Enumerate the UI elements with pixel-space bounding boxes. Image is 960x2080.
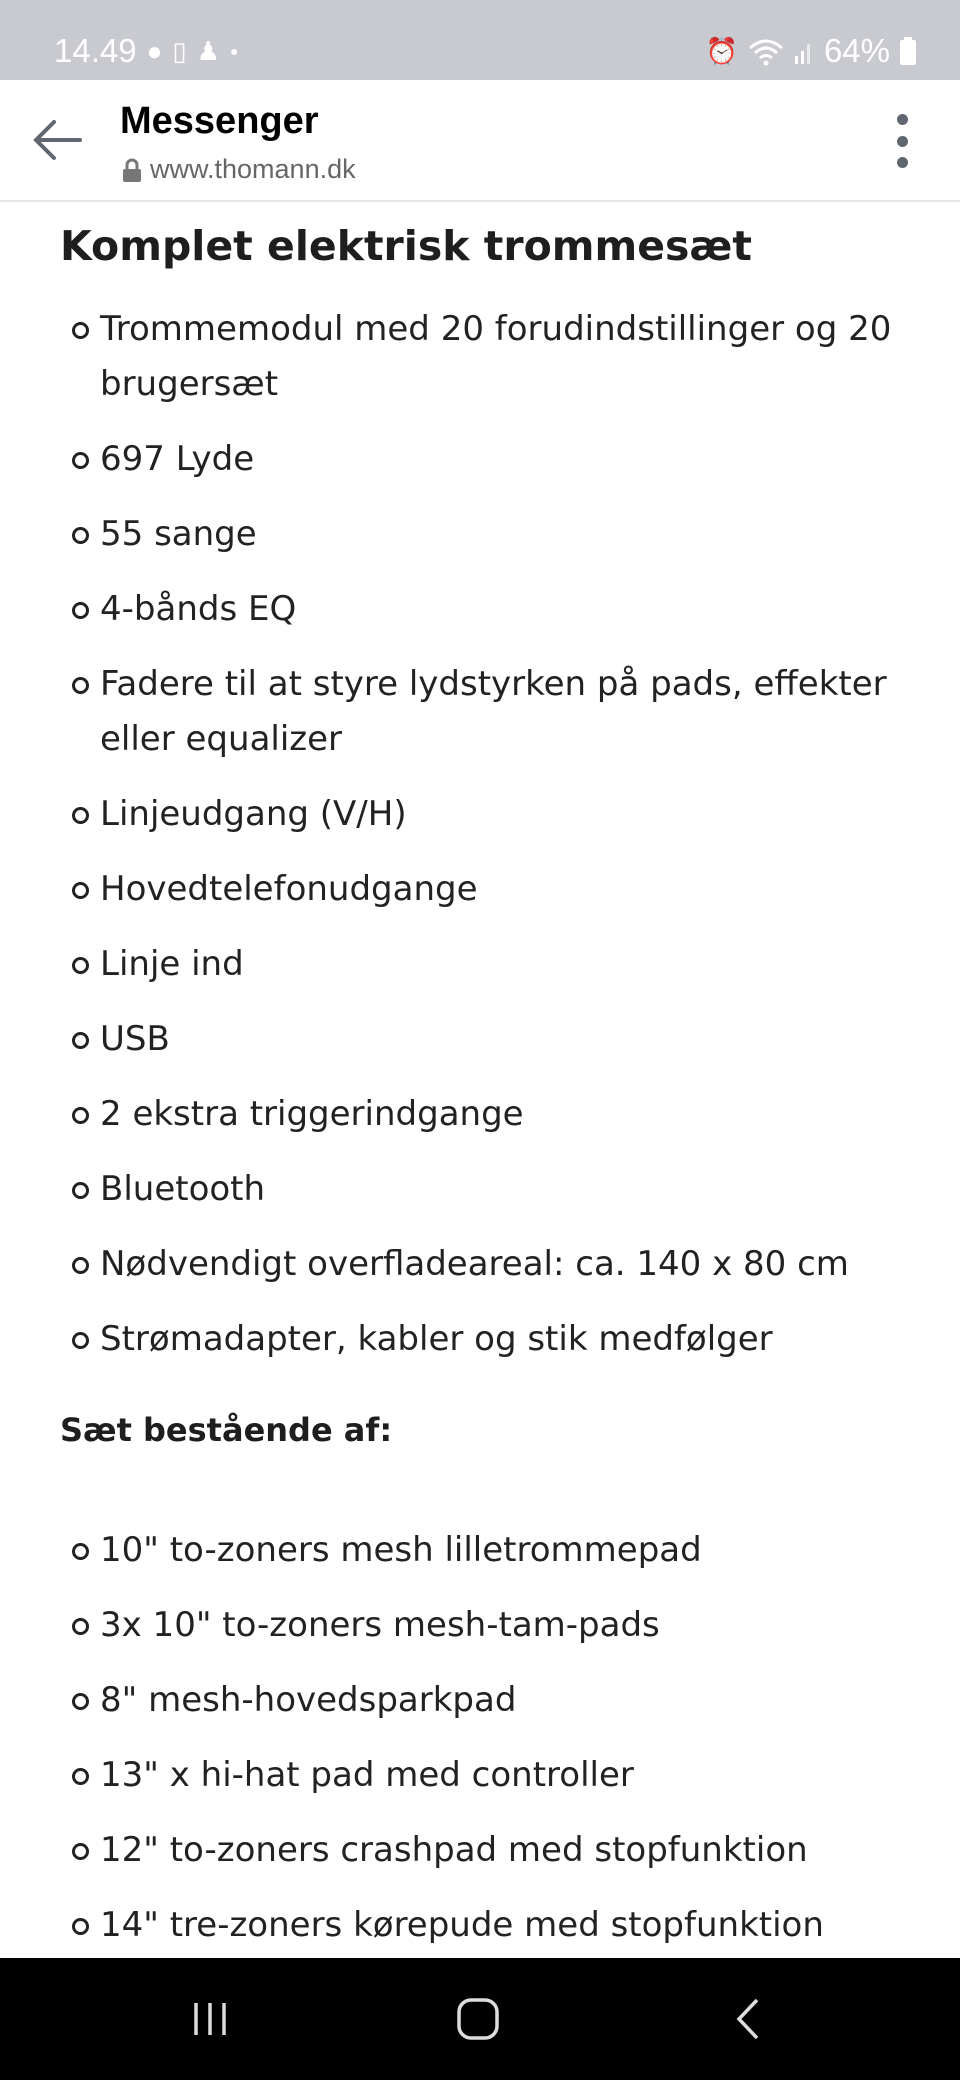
back-icon [733, 1997, 763, 2041]
feature-item: Nødvendigt overfladeareal: ca. 140 x 80 cm [60, 1237, 900, 1292]
recent-apps-button[interactable] [150, 1958, 270, 2080]
feature-item: Strømadapter, kabler og stik medfølger [60, 1312, 900, 1367]
feature-item: USB [60, 1012, 900, 1067]
set-item: 10" to-zoners mesh lilletrommepad [60, 1523, 900, 1578]
set-item: 12" to-zoners crashpad med stopfunktion [60, 1823, 900, 1878]
notes-icon: ▯ [172, 36, 187, 66]
set-item: 14" tre-zoners kørepude med stopfunktion [60, 1898, 900, 1953]
alarm-icon: ⏰ [705, 36, 738, 66]
battery-icon [900, 37, 916, 65]
feature-item: Trommemodul med 20 forudindstillinger og 20 brugersæt [60, 302, 900, 412]
page-content [0, 202, 960, 1958]
feature-item: Hovedtelefonudgange [60, 862, 900, 917]
messenger-icon: ● [146, 36, 163, 66]
clock: 14.49 [54, 32, 137, 69]
feature-item: 697 Lyde [60, 432, 900, 487]
set-item: 3x 10" to-zoners mesh-tam-pads [60, 1598, 900, 1653]
back-arrow-icon[interactable] [30, 110, 90, 170]
status-bar [0, 0, 960, 80]
home-button[interactable] [418, 1958, 538, 2080]
page-title: Messenger [120, 100, 319, 142]
feature-item: 4-bånds EQ [60, 582, 900, 637]
snapchat-icon: ♟ [196, 36, 220, 66]
set-item: 8" mesh-hovedsparkpad [60, 1673, 900, 1728]
browser-header [0, 80, 960, 202]
feature-item: Linjeudgang (V/H) [60, 787, 900, 842]
more-options-icon[interactable] [894, 114, 910, 168]
feature-item: Fadere til at styre lydstyrken på pads, effekter eller equalizer [60, 657, 900, 767]
lock-icon [122, 158, 142, 182]
battery-percent: 64% [823, 32, 890, 69]
url-text: www.thomann.dk [150, 154, 356, 184]
feature-item: Bluetooth [60, 1162, 900, 1217]
features-list [60, 302, 900, 1387]
set-items-list [60, 1523, 900, 1958]
set-item: 13" x hi-hat pad med controller [60, 1748, 900, 1803]
wifi-icon [748, 36, 784, 66]
feature-item: Linje ind [60, 937, 900, 992]
set-subheading: Sæt bestående af: [60, 1411, 393, 1449]
back-button[interactable] [688, 1958, 808, 2080]
dot-icon: ● [229, 43, 239, 59]
signal-icon [794, 38, 814, 64]
feature-item: 2 ekstra triggerindgange [60, 1087, 900, 1142]
url-display[interactable] [122, 154, 356, 185]
home-icon [456, 1997, 500, 2041]
recent-apps-icon [190, 1999, 230, 2039]
feature-item: 55 sange [60, 507, 900, 562]
product-heading: Komplet elektrisk trommesæt [60, 222, 752, 270]
android-nav-bar [0, 1958, 960, 2080]
